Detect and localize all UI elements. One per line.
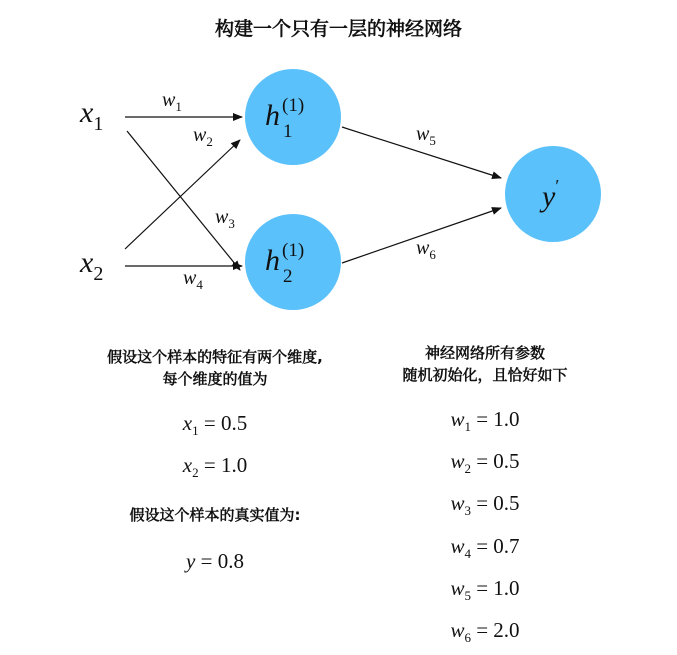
feature-note-line1: 假设这个样本的特征有两个维度,	[107, 348, 323, 366]
param-w6: $w_6 = 2.0$	[450, 617, 520, 646]
param-w2: $w_2 = 0.5$	[450, 449, 520, 477]
right-column	[340, 342, 630, 655]
weight-label-w3: $w_3$	[215, 206, 235, 231]
hidden-label-2: h $^{(1)}$ 2	[265, 240, 305, 287]
feature-note-line2: 每个维度的值为	[162, 370, 268, 388]
weight-label-w5: $w_5$	[416, 123, 436, 148]
feature-x1: $x_1 = 0.5$	[182, 411, 248, 439]
param-w1: $w_1 = 1.0$	[450, 407, 520, 435]
truth-note: 假设这个样本的真实值为:	[129, 506, 301, 525]
hidden-node-2	[245, 214, 341, 310]
params-note-line2: 随机初始化，且恰好如下	[402, 366, 568, 384]
weight-label-w6: $w_6$	[416, 237, 436, 262]
param-w3: $w_3 = 0.5$	[450, 491, 520, 519]
edge-w3	[127, 131, 240, 270]
input-x2: $x_2$	[80, 246, 104, 285]
edge-w2	[125, 140, 240, 249]
param-w4: $w_4 = 0.7$	[450, 533, 520, 561]
weight-label-w4: $w_4$	[183, 267, 203, 292]
param-w5: $w_5 = 1.0$	[450, 575, 520, 603]
params-note-line1: 神经网络所有参数	[424, 344, 545, 362]
input-x1: $x_1$	[80, 96, 104, 135]
hidden-label-1: h $^{(1)}$ 1	[265, 95, 305, 142]
weight-label-w2: $w_2$	[193, 124, 213, 149]
left-column	[40, 346, 390, 578]
truth-value: y = 0.8	[186, 549, 244, 574]
feature-x2: $x_2 = 1.0$	[182, 453, 248, 481]
hidden-node-1	[245, 69, 341, 165]
weight-label-w1: $w_1$	[162, 89, 182, 114]
output-label: y′	[542, 176, 560, 213]
page-title: 构建一个只有一层的神经网络	[214, 18, 462, 40]
